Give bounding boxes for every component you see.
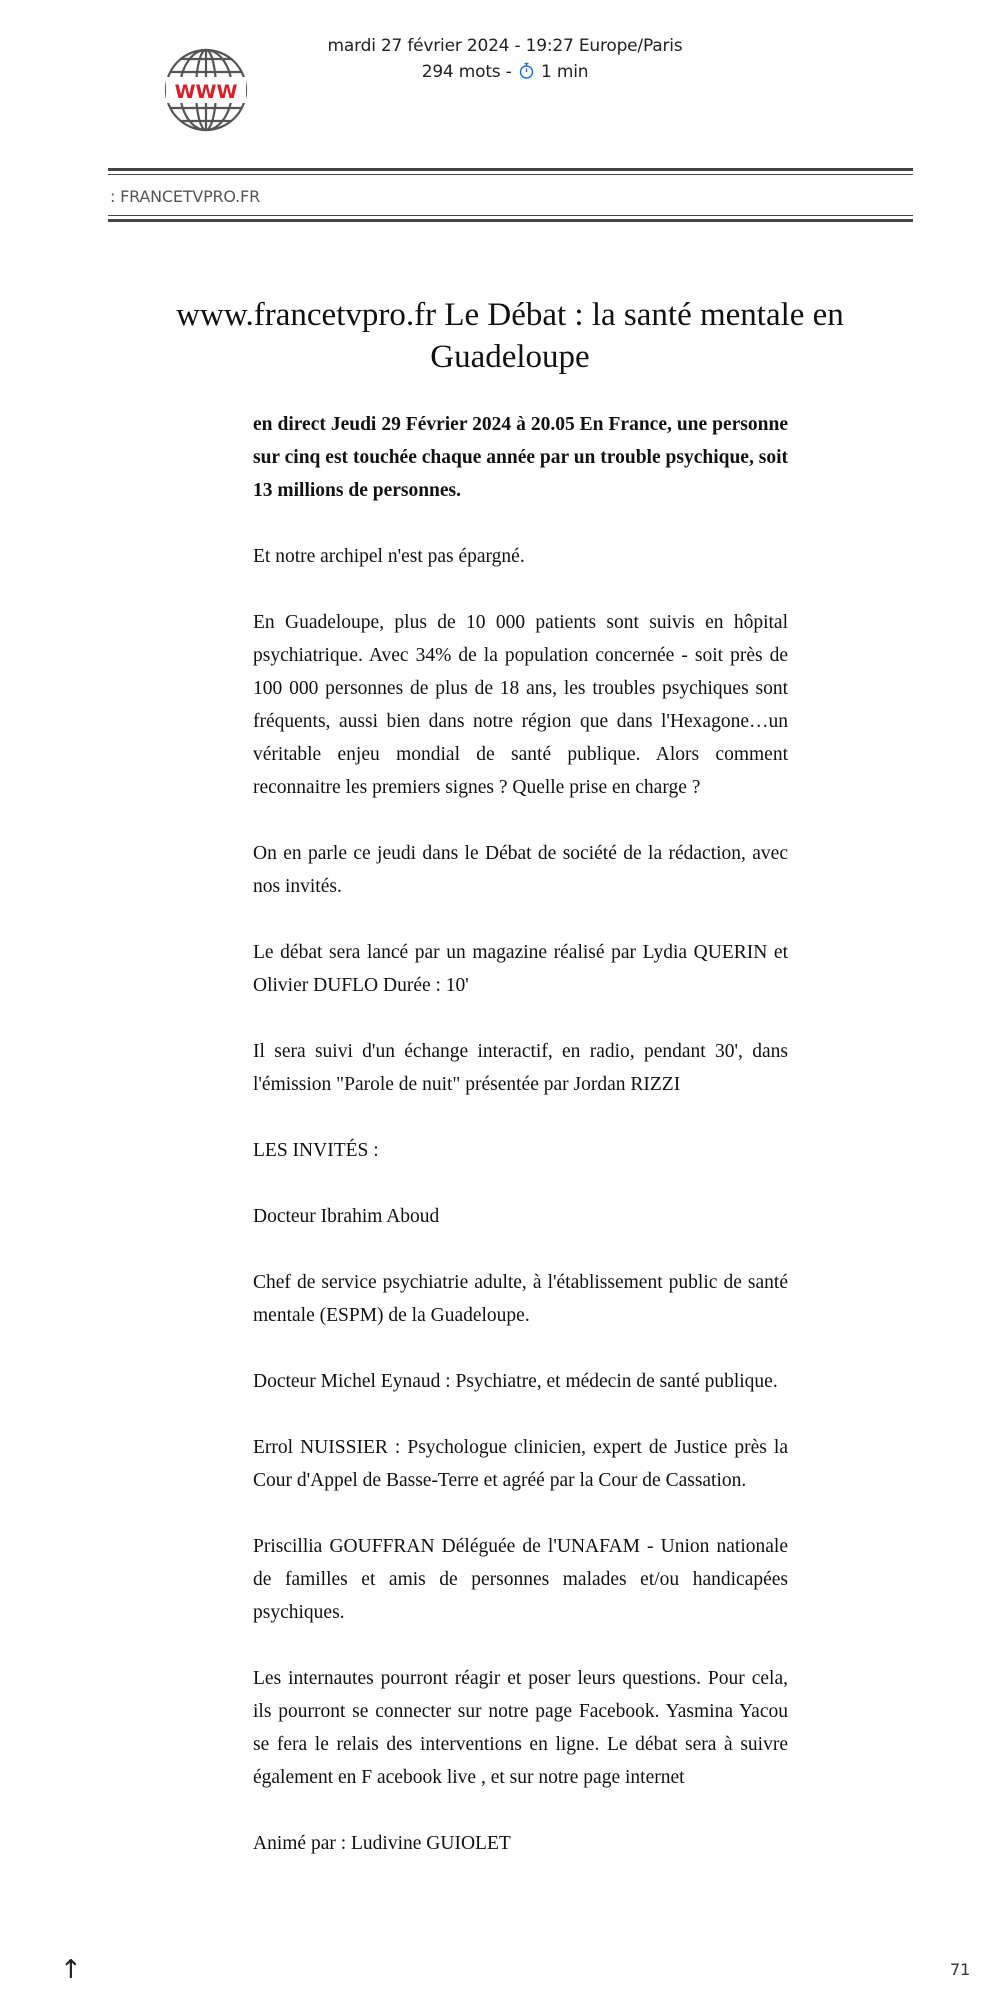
article-paragraph: Chef de service psychiatrie adulte, à l'établissement public de santé mentale (ESPM) de la Guadeloupe. [253,1272,788,1326]
read-time: 1 min [541,62,589,82]
word-count-line [300,62,710,82]
guest-name: Docteur Ibrahim Aboud [253,1206,440,1227]
page-number: 71 [950,1960,971,1979]
back-to-top-icon[interactable]: ↑ [60,1955,82,1985]
article-paragraph: Et notre archipel n'est pas épargné. [253,546,525,567]
article-paragraph: Le débat sera lancé par un magazine réalisé par Lydia QUERIN et Olivier DUFLO Durée : 10' [253,942,788,996]
article-title: www.francetvpro.fr Le Débat : la santé mentale en Guadeloupe [176,297,844,375]
header-rule-bottom-thick [108,219,913,222]
guests-heading: LES INVITÉS : [253,1140,379,1161]
article-body [253,408,788,1893]
article-paragraph: Les internautes pourront réagir et poser leurs questions. Pour cela, ils pourront se connecter sur notre page Facebook. Yasmina Yacou se fera le relais des interventions en ligne. Le débat sera à suivre également en F acebook live , et sur notre page internet [253,1668,788,1788]
publication-date: mardi 27 février 2024 - 19:27 Europe/Paris [327,36,683,56]
source-label: : FRANCETVPRO.FR [110,187,260,206]
guest-entry: Priscillia GOUFFRAN Déléguée de l'UNAFAM - Union nationale de familles et amis de personnes malades et/ou handicapées psychiques. [253,1536,788,1623]
header-rule-top-thin [108,174,913,175]
article-paragraph: Il sera suivi d'un échange interactif, en radio, pendant 30', dans l'émission "Parole de nuit" présentée par Jordan RIZZI [253,1041,788,1095]
article-lead: en direct Jeudi 29 Février 2024 à 20.05 En France, une personne sur cinq est touchée chaque année par un trouble psychique, soit 13 millions de personnes. [253,414,788,501]
guest-entry: Docteur Michel Eynaud : Psychiatre, et médecin de santé publique. [253,1371,778,1392]
header-rule-bottom-thin [108,215,913,216]
logo-text: WWW [174,81,238,103]
header-rule-top-thick [108,168,913,171]
article-paragraph: En Guadeloupe, plus de 10 000 patients sont suivis en hôpital psychiatrique. Avec 34% de la population concernée - soit près de 100 000 personnes de plus de 18 ans, les troubles psychiques sont fréquents, aussi bien dans notre région que dans l'Hexagone…un véritable enjeu mondial de santé publique. Alors comment reconnaitre les premiers signes ? Quelle prise en charge ? [253,612,788,798]
www-globe-logo [160,30,252,150]
host-credit: Animé par : Ludivine GUIOLET [253,1833,511,1854]
guest-entry: Errol NUISSIER : Psychologue clinicien, expert de Justice près la Cour d'Appel de Basse-Terre et agréé par la Cour de Cassation. [253,1437,788,1491]
article-paragraph: On en parle ce jeudi dans le Débat de société de la rédaction, avec nos invités. [253,843,788,897]
word-count: 294 mots - [421,62,512,82]
stopwatch-icon [519,62,534,79]
